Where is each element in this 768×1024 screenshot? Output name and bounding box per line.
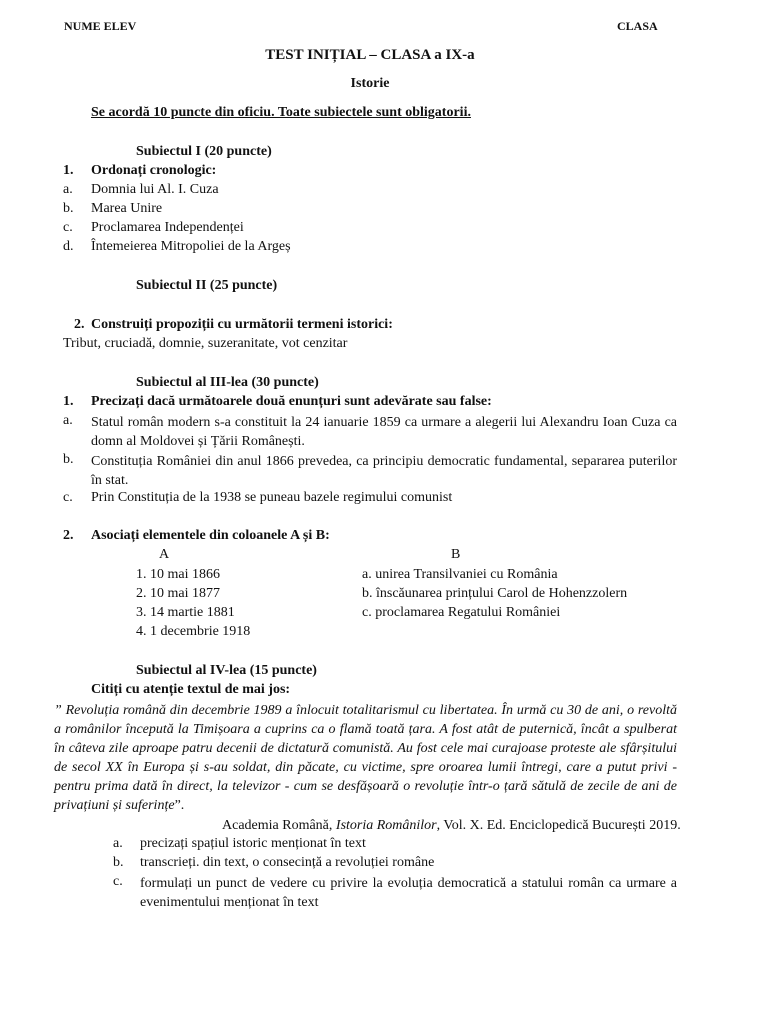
- instructions: Se acordă 10 puncte din oficiu. Toate subiectele sunt obligatorii.: [91, 105, 471, 120]
- column-a-item: 1. 10 mai 1866: [136, 567, 220, 582]
- quote-end: ”.: [174, 798, 185, 813]
- s3-q2-text: Asociați elementele din coloanele A și B:: [91, 528, 330, 543]
- list-item: Marea Unire: [91, 201, 163, 216]
- section-1-heading: Subiectul I (20 puncte): [136, 144, 272, 159]
- list-item: Domnia lui Al. I. Cuza: [91, 182, 219, 197]
- column-b-item: c. proclamarea Regatului României: [362, 605, 561, 620]
- list-item: Proclamarea Independenței: [91, 220, 244, 235]
- s3-q2-number: 2.: [63, 528, 74, 543]
- task-b: transcrieți. din text, o consecință a revoluției române: [140, 855, 435, 870]
- section-3-heading: Subiectul al III-lea (30 puncte): [136, 375, 319, 390]
- source-rest: , Vol. X. Ed. Enciclopedică București 2019.: [436, 818, 681, 833]
- student-name-label: NUME ELEV: [64, 19, 137, 33]
- s3-q1-number: 1.: [63, 394, 74, 409]
- source-title: Istoria Românilor: [335, 818, 437, 833]
- source-quote: [54, 701, 677, 815]
- s3-q1-text: Precizați dacă următoarele două enunțuri sunt adevărate sau false:: [91, 394, 492, 409]
- list-letter: c.: [63, 490, 73, 505]
- quote-text: ” Revoluția română din decembrie 1989 a înlocuit totalitarismul cu libertatea. În urmă cu 30 de ani, o revoltă a românilor începută la Timișoara a cuprins ca o flamă toată țara. A fost atât de puternică, încât a spulberat în câteva zile aproape patru decenii de dictatură comunistă. Au fost cele mai curajoase proteste ale sfârșitului de secol XX în Europa și s-au soldat, din păcate, cu victime, spre oroarea lumii întregi, care a putut privi - pentru prima dată în direct, la televizor - cum se desfășoară o revoluție într-o țară sătulă de zecile de ani de privațiuni și suferințe: [54, 703, 677, 813]
- s2-q2-number: 2.: [74, 317, 85, 332]
- column-a-item: 4. 1 decembrie 1918: [136, 624, 251, 639]
- s4-instruction: Citiți cu atenție textul de mai jos:: [91, 682, 291, 697]
- s2-q2-text: Construiți propoziții cu următorii termeni istorici:: [91, 317, 393, 332]
- list-letter: a.: [63, 413, 73, 428]
- list-letter: c.: [113, 874, 123, 889]
- column-b-item: b. înscăunarea prințului Carol de Hohenzzolern: [362, 586, 628, 601]
- class-label: CLASA: [617, 19, 658, 33]
- section-4-heading: Subiectul al IV-lea (15 puncte): [136, 663, 317, 678]
- quote-source: [222, 818, 681, 834]
- section-2-heading: Subiectul II (25 puncte): [136, 278, 278, 293]
- task-c: formulați un punct de vedere cu privire la evoluția democratică a statului român ca urmare a evenimentului menționat în text: [140, 876, 677, 910]
- list-letter: b.: [63, 452, 74, 467]
- task-a: precizați spațiul istoric menționat în text: [140, 836, 366, 851]
- list-letter: b.: [63, 201, 74, 216]
- list-letter: c.: [63, 220, 73, 235]
- statement-c: Prin Constituția de la 1938 se puneau bazele regimului comunist: [91, 490, 453, 505]
- column-b-item: a. unirea Transilvaniei cu România: [362, 567, 558, 582]
- list-letter: a.: [113, 836, 123, 851]
- statement-a: Statul român modern s-a constituit la 24 ianuarie 1859 ca urmare a alegerii lui Alexandru Ioan Cuza ca domn al Moldovei și Țării Românești.: [91, 415, 677, 449]
- source-author: Academia Română,: [222, 818, 336, 833]
- list-item: Întemeierea Mitropoliei de la Argeș: [91, 239, 291, 254]
- list-letter: a.: [63, 182, 73, 197]
- column-a-item: 3. 14 martie 1881: [136, 605, 235, 620]
- s1-q1-number: 1.: [63, 163, 74, 178]
- historical-terms: Tribut, cruciadă, domnie, suzeranitate, vot cenzitar: [63, 336, 348, 351]
- test-title: TEST INIȚIAL – CLASA a IX-a: [265, 47, 475, 63]
- statement-b: Constituția României din anul 1866 prevedea, ca principiu democratic fundamental, separarea puterilor în stat.: [91, 454, 677, 488]
- column-a-header: A: [159, 547, 170, 562]
- list-letter: d.: [63, 239, 74, 254]
- column-a-item: 2. 10 mai 1877: [136, 586, 220, 601]
- list-letter: b.: [113, 855, 124, 870]
- subject-name: Istorie: [350, 76, 390, 91]
- column-b-header: B: [451, 547, 461, 562]
- s1-q1-text: Ordonați cronologic:: [91, 163, 217, 178]
